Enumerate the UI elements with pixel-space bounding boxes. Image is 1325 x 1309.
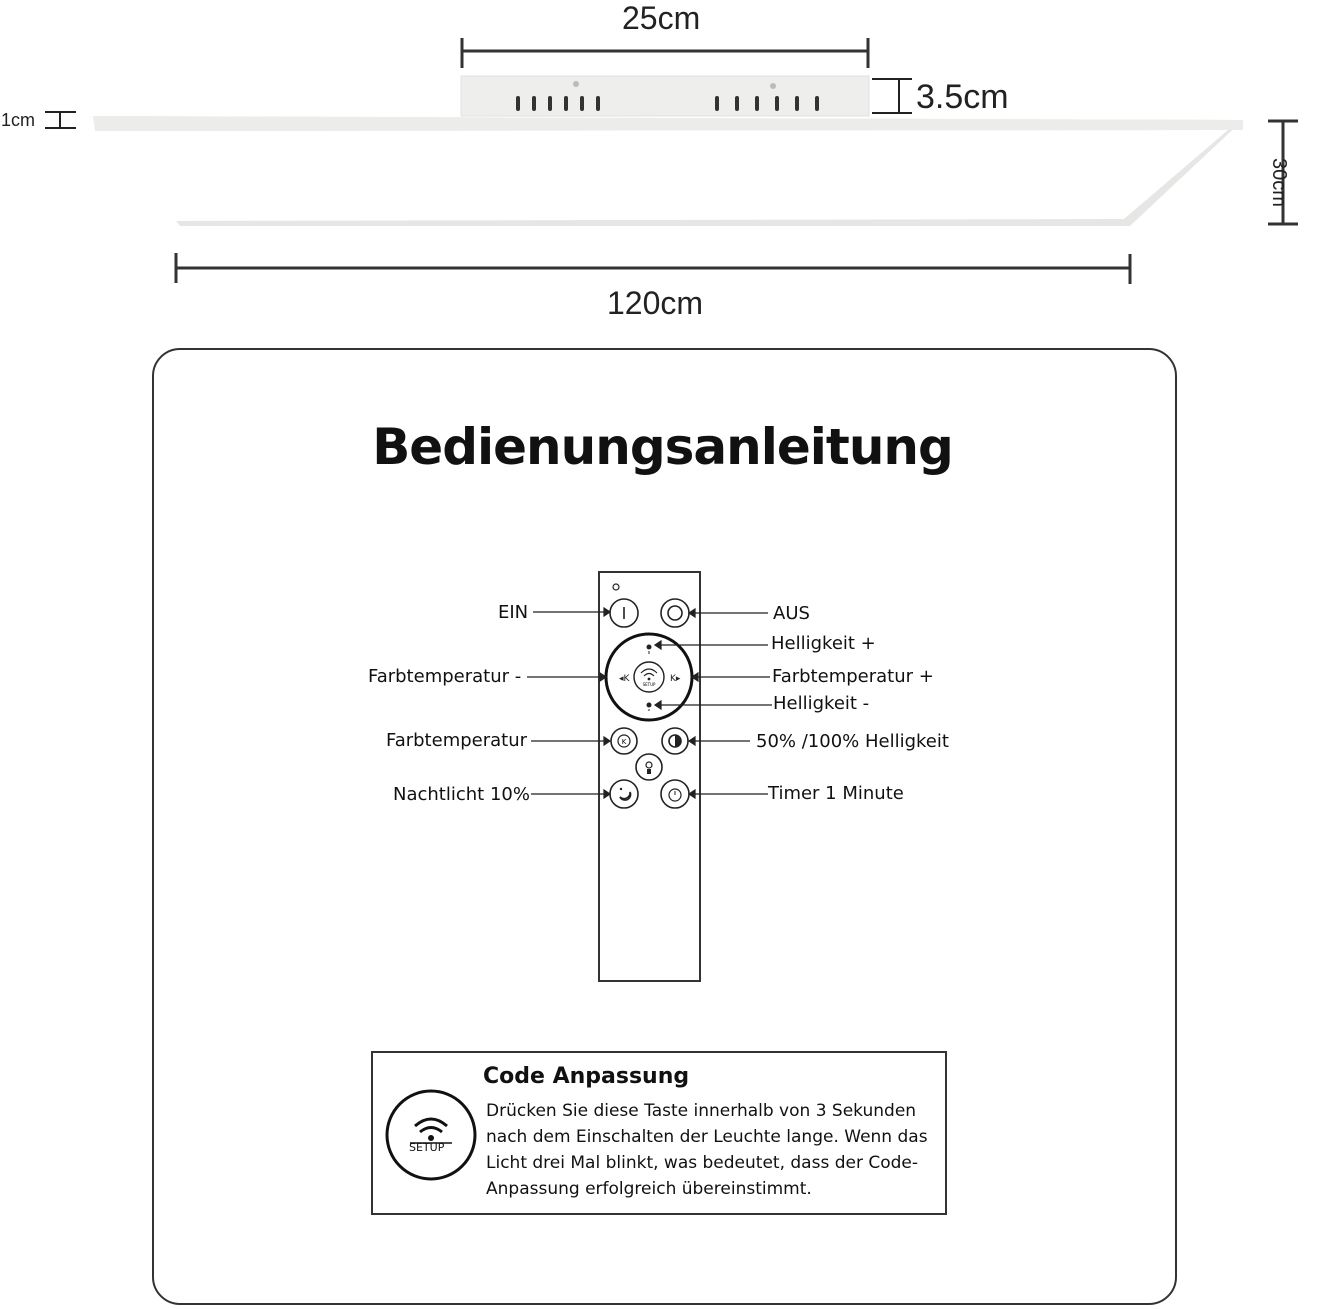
label-brightness-toggle: 50% /100% Helligkeit bbox=[756, 731, 949, 752]
label-brightness-minus: Helligkeit - bbox=[773, 693, 870, 714]
description-line: Anpassung erfolgreich übereinstimmt. bbox=[486, 1179, 812, 1199]
dim-label-25cm: 25cm bbox=[622, 0, 701, 36]
setup-wifi-icon bbox=[384, 1088, 478, 1182]
mounting-box bbox=[461, 76, 869, 116]
dim-label-120cm: 120cm bbox=[607, 285, 704, 321]
night-light-button[interactable] bbox=[610, 780, 638, 808]
remote-control bbox=[360, 560, 960, 990]
color-temp-up-button: K▸ bbox=[670, 674, 681, 684]
label-night-light: Nachtlicht 10% bbox=[393, 784, 530, 805]
label-timer: Timer 1 Minute bbox=[768, 783, 904, 804]
color-temp-down-button: ◂K bbox=[619, 674, 630, 684]
setup-icon-label: SETUP bbox=[409, 1141, 445, 1154]
brightness-toggle-button[interactable] bbox=[662, 728, 688, 754]
svg-text:K: K bbox=[621, 738, 627, 746]
setup-button[interactable] bbox=[634, 662, 664, 692]
power-off-button[interactable] bbox=[661, 599, 689, 627]
description-line: Licht drei Mal blinkt, was bedeutet, dass der Code- bbox=[486, 1153, 918, 1173]
dim-label-1cm: 1cm bbox=[1, 110, 36, 130]
label-color-temp-minus: Farbtemperatur - bbox=[368, 666, 522, 687]
light-mode-button[interactable] bbox=[636, 754, 662, 780]
label-on: EIN bbox=[498, 602, 529, 623]
dim-label-3-5cm: 3.5cm bbox=[916, 78, 1009, 116]
code-box-title: Code Anpassung bbox=[483, 1064, 690, 1089]
manual-title: Bedienungsanleitung bbox=[372, 418, 953, 476]
label-color-temp-plus: Farbtemperatur + bbox=[772, 666, 934, 687]
dim-label-30cm: 30cm bbox=[1268, 158, 1290, 207]
color-temp-button[interactable] bbox=[611, 728, 637, 754]
description-line: Drücken Sie diese Taste innerhalb von 3 Sekunden bbox=[486, 1101, 917, 1121]
label-color-temp: Farbtemperatur bbox=[386, 730, 528, 751]
label-off: AUS bbox=[773, 603, 810, 624]
label-brightness-plus: Helligkeit + bbox=[771, 633, 876, 654]
timer-button[interactable] bbox=[661, 780, 689, 808]
description-line: nach dem Einschalten der Leuchte lange. Wenn das bbox=[486, 1127, 928, 1147]
code-box-description bbox=[486, 1098, 946, 1202]
power-on-button[interactable] bbox=[610, 599, 638, 627]
svg-text:SETUP: SETUP bbox=[642, 682, 656, 687]
